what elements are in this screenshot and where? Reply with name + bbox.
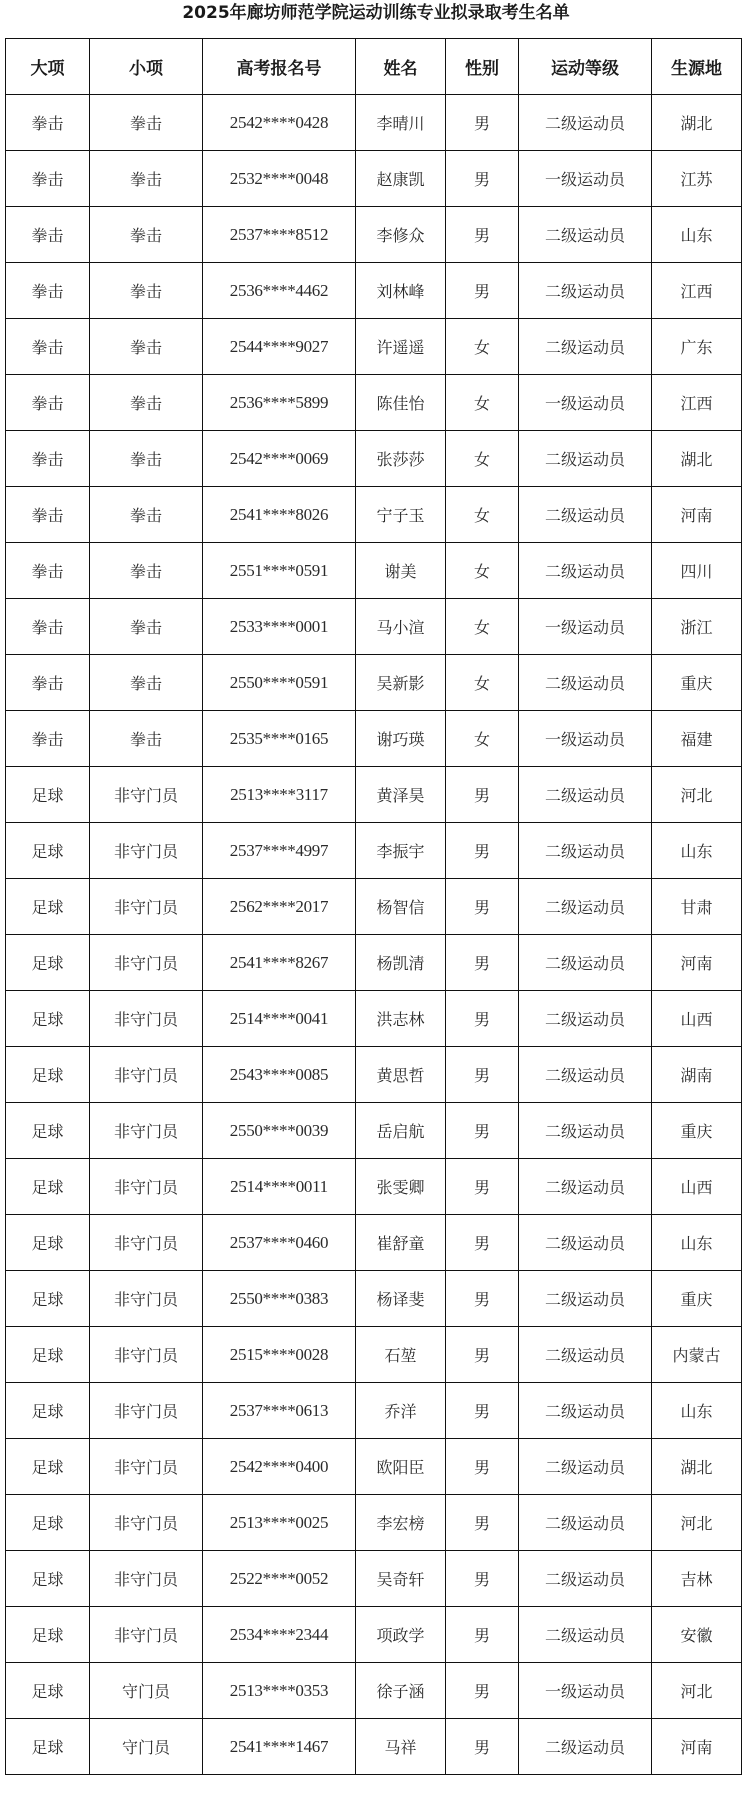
cell-name: 赵康凯 — [356, 151, 446, 207]
cell-category: 拳击 — [6, 151, 90, 207]
table-row — [6, 1439, 742, 1495]
cell-exam-number: 2513****3117 — [203, 767, 356, 823]
cell-name: 洪志林 — [356, 991, 446, 1047]
cell-gender: 男 — [446, 1607, 519, 1663]
cell-name: 谢巧瑛 — [356, 711, 446, 767]
cell-category: 足球 — [6, 1719, 90, 1775]
cell-origin: 山东 — [652, 823, 742, 879]
table-row — [6, 543, 742, 599]
table-row — [6, 1215, 742, 1271]
cell-athlete-level: 二级运动员 — [519, 991, 652, 1047]
cell-origin: 江苏 — [652, 151, 742, 207]
table-row — [6, 431, 742, 487]
cell-origin: 吉林 — [652, 1551, 742, 1607]
cell-name: 崔舒童 — [356, 1215, 446, 1271]
cell-origin: 重庆 — [652, 1271, 742, 1327]
cell-origin: 湖北 — [652, 95, 742, 151]
cell-origin: 安徽 — [652, 1607, 742, 1663]
cell-name: 杨智信 — [356, 879, 446, 935]
table-row — [6, 1327, 742, 1383]
cell-category: 足球 — [6, 1495, 90, 1551]
cell-exam-number: 2532****0048 — [203, 151, 356, 207]
cell-sub-category: 非守门员 — [90, 1327, 203, 1383]
cell-exam-number: 2513****0353 — [203, 1663, 356, 1719]
column-header-sub-category: 小项 — [90, 39, 203, 95]
cell-category: 足球 — [6, 1607, 90, 1663]
cell-category: 足球 — [6, 1551, 90, 1607]
cell-name: 项政学 — [356, 1607, 446, 1663]
cell-sub-category: 拳击 — [90, 543, 203, 599]
cell-exam-number: 2550****0591 — [203, 655, 356, 711]
cell-athlete-level: 二级运动员 — [519, 1551, 652, 1607]
cell-category: 拳击 — [6, 599, 90, 655]
cell-sub-category: 非守门员 — [90, 1047, 203, 1103]
cell-category: 拳击 — [6, 543, 90, 599]
table-row — [6, 1103, 742, 1159]
cell-gender: 男 — [446, 1383, 519, 1439]
cell-category: 拳击 — [6, 487, 90, 543]
cell-sub-category: 非守门员 — [90, 823, 203, 879]
cell-gender: 男 — [446, 1215, 519, 1271]
cell-category: 足球 — [6, 823, 90, 879]
cell-athlete-level: 一级运动员 — [519, 151, 652, 207]
cell-origin: 河南 — [652, 935, 742, 991]
cell-sub-category: 非守门员 — [90, 935, 203, 991]
cell-exam-number: 2537****4997 — [203, 823, 356, 879]
cell-origin: 河南 — [652, 487, 742, 543]
cell-athlete-level: 二级运动员 — [519, 1719, 652, 1775]
cell-gender: 女 — [446, 487, 519, 543]
cell-gender: 男 — [446, 1047, 519, 1103]
cell-athlete-level: 二级运动员 — [519, 1439, 652, 1495]
cell-gender: 男 — [446, 263, 519, 319]
cell-exam-number: 2541****8026 — [203, 487, 356, 543]
cell-sub-category: 拳击 — [90, 319, 203, 375]
cell-category: 足球 — [6, 991, 90, 1047]
cell-athlete-level: 二级运动员 — [519, 767, 652, 823]
cell-name: 张雯卿 — [356, 1159, 446, 1215]
column-header-exam-number: 高考报名号 — [203, 39, 356, 95]
cell-exam-number: 2562****2017 — [203, 879, 356, 935]
cell-name: 李晴川 — [356, 95, 446, 151]
cell-origin: 湖南 — [652, 1047, 742, 1103]
cell-name: 马祥 — [356, 1719, 446, 1775]
cell-exam-number: 2551****0591 — [203, 543, 356, 599]
cell-sub-category: 拳击 — [90, 263, 203, 319]
cell-category: 足球 — [6, 1663, 90, 1719]
cell-gender: 男 — [446, 95, 519, 151]
cell-gender: 男 — [446, 991, 519, 1047]
cell-name: 许遥遥 — [356, 319, 446, 375]
cell-athlete-level: 二级运动员 — [519, 1495, 652, 1551]
admission-table — [5, 38, 742, 1775]
cell-gender: 男 — [446, 207, 519, 263]
cell-exam-number: 2522****0052 — [203, 1551, 356, 1607]
cell-athlete-level: 二级运动员 — [519, 1607, 652, 1663]
cell-category: 足球 — [6, 1159, 90, 1215]
cell-origin: 河南 — [652, 1719, 742, 1775]
cell-origin: 山东 — [652, 1215, 742, 1271]
cell-sub-category: 非守门员 — [90, 991, 203, 1047]
cell-exam-number: 2544****9027 — [203, 319, 356, 375]
table-row — [6, 1607, 742, 1663]
cell-origin: 江西 — [652, 263, 742, 319]
column-header-origin: 生源地 — [652, 39, 742, 95]
cell-name: 乔洋 — [356, 1383, 446, 1439]
cell-athlete-level: 二级运动员 — [519, 207, 652, 263]
cell-exam-number: 2543****0085 — [203, 1047, 356, 1103]
cell-sub-category: 拳击 — [90, 711, 203, 767]
cell-gender: 女 — [446, 319, 519, 375]
cell-exam-number: 2542****0400 — [203, 1439, 356, 1495]
cell-gender: 男 — [446, 1159, 519, 1215]
cell-athlete-level: 二级运动员 — [519, 879, 652, 935]
cell-sub-category: 非守门员 — [90, 1103, 203, 1159]
cell-origin: 广东 — [652, 319, 742, 375]
cell-athlete-level: 一级运动员 — [519, 1663, 652, 1719]
table-row — [6, 1495, 742, 1551]
cell-gender: 男 — [446, 1271, 519, 1327]
cell-sub-category: 非守门员 — [90, 1383, 203, 1439]
cell-category: 足球 — [6, 1215, 90, 1271]
cell-origin: 河北 — [652, 1663, 742, 1719]
cell-exam-number: 2535****0165 — [203, 711, 356, 767]
column-header-gender: 性别 — [446, 39, 519, 95]
cell-category: 足球 — [6, 767, 90, 823]
cell-origin: 四川 — [652, 543, 742, 599]
cell-sub-category: 非守门员 — [90, 1607, 203, 1663]
cell-exam-number: 2513****0025 — [203, 1495, 356, 1551]
cell-name: 陈佳怡 — [356, 375, 446, 431]
cell-origin: 重庆 — [652, 1103, 742, 1159]
cell-gender: 女 — [446, 599, 519, 655]
cell-exam-number: 2542****0428 — [203, 95, 356, 151]
cell-exam-number: 2536****5899 — [203, 375, 356, 431]
cell-origin: 浙江 — [652, 599, 742, 655]
cell-gender: 男 — [446, 1103, 519, 1159]
cell-gender: 男 — [446, 1439, 519, 1495]
cell-category: 拳击 — [6, 263, 90, 319]
table-row — [6, 1047, 742, 1103]
cell-category: 足球 — [6, 1103, 90, 1159]
cell-gender: 男 — [446, 1495, 519, 1551]
cell-exam-number: 2537****8512 — [203, 207, 356, 263]
column-header-category: 大项 — [6, 39, 90, 95]
cell-athlete-level: 二级运动员 — [519, 1047, 652, 1103]
cell-category: 足球 — [6, 1047, 90, 1103]
cell-gender: 男 — [446, 823, 519, 879]
cell-athlete-level: 二级运动员 — [519, 1383, 652, 1439]
cell-sub-category: 非守门员 — [90, 1551, 203, 1607]
table-row — [6, 207, 742, 263]
cell-origin: 湖北 — [652, 431, 742, 487]
cell-exam-number: 2515****0028 — [203, 1327, 356, 1383]
cell-name: 刘林峰 — [356, 263, 446, 319]
cell-athlete-level: 二级运动员 — [519, 1327, 652, 1383]
cell-name: 宁子玉 — [356, 487, 446, 543]
cell-athlete-level: 一级运动员 — [519, 375, 652, 431]
cell-name: 黄思哲 — [356, 1047, 446, 1103]
cell-name: 李修众 — [356, 207, 446, 263]
cell-athlete-level: 二级运动员 — [519, 1271, 652, 1327]
cell-category: 拳击 — [6, 207, 90, 263]
cell-gender: 女 — [446, 431, 519, 487]
cell-exam-number: 2537****0613 — [203, 1383, 356, 1439]
cell-athlete-level: 一级运动员 — [519, 599, 652, 655]
table-row — [6, 599, 742, 655]
cell-origin: 甘肃 — [652, 879, 742, 935]
cell-sub-category: 拳击 — [90, 95, 203, 151]
cell-name: 张莎莎 — [356, 431, 446, 487]
cell-name: 石堃 — [356, 1327, 446, 1383]
cell-gender: 男 — [446, 1663, 519, 1719]
cell-exam-number: 2533****0001 — [203, 599, 356, 655]
cell-name: 徐子涵 — [356, 1663, 446, 1719]
cell-name: 岳启航 — [356, 1103, 446, 1159]
cell-athlete-level: 二级运动员 — [519, 823, 652, 879]
cell-category: 足球 — [6, 1271, 90, 1327]
table-header-row — [6, 39, 742, 95]
cell-category: 拳击 — [6, 375, 90, 431]
cell-sub-category: 拳击 — [90, 431, 203, 487]
column-header-athlete-level: 运动等级 — [519, 39, 652, 95]
column-header-name: 姓名 — [356, 39, 446, 95]
cell-origin: 湖北 — [652, 1439, 742, 1495]
table-row — [6, 1719, 742, 1775]
cell-gender: 男 — [446, 879, 519, 935]
table-row — [6, 935, 742, 991]
table-row — [6, 767, 742, 823]
table-row — [6, 319, 742, 375]
document-title: 2025年廊坊师范学院运动训练专业拟录取考生名单 — [182, 3, 570, 23]
cell-gender: 男 — [446, 151, 519, 207]
cell-name: 欧阳臣 — [356, 1439, 446, 1495]
cell-athlete-level: 二级运动员 — [519, 655, 652, 711]
cell-sub-category: 拳击 — [90, 375, 203, 431]
cell-gender: 女 — [446, 375, 519, 431]
cell-sub-category: 守门员 — [90, 1719, 203, 1775]
table-row — [6, 1159, 742, 1215]
cell-sub-category: 非守门员 — [90, 1159, 203, 1215]
cell-exam-number: 2541****1467 — [203, 1719, 356, 1775]
cell-exam-number: 2514****0011 — [203, 1159, 356, 1215]
table-row — [6, 487, 742, 543]
cell-name: 吴新影 — [356, 655, 446, 711]
table-row — [6, 263, 742, 319]
cell-gender: 女 — [446, 655, 519, 711]
cell-name: 马小渲 — [356, 599, 446, 655]
cell-athlete-level: 二级运动员 — [519, 543, 652, 599]
cell-athlete-level: 二级运动员 — [519, 487, 652, 543]
table-body — [6, 95, 742, 1775]
cell-gender: 女 — [446, 711, 519, 767]
cell-name: 杨凯清 — [356, 935, 446, 991]
cell-athlete-level: 二级运动员 — [519, 263, 652, 319]
cell-category: 拳击 — [6, 711, 90, 767]
cell-name: 李宏榜 — [356, 1495, 446, 1551]
cell-origin: 江西 — [652, 375, 742, 431]
table-row — [6, 1383, 742, 1439]
cell-name: 黄泽昊 — [356, 767, 446, 823]
cell-category: 足球 — [6, 1383, 90, 1439]
cell-category: 足球 — [6, 1327, 90, 1383]
cell-sub-category: 非守门员 — [90, 1271, 203, 1327]
cell-sub-category: 拳击 — [90, 151, 203, 207]
cell-sub-category: 拳击 — [90, 487, 203, 543]
cell-origin: 山西 — [652, 1159, 742, 1215]
cell-exam-number: 2541****8267 — [203, 935, 356, 991]
cell-name: 李振宇 — [356, 823, 446, 879]
table-row — [6, 711, 742, 767]
cell-athlete-level: 一级运动员 — [519, 711, 652, 767]
cell-origin: 福建 — [652, 711, 742, 767]
cell-athlete-level: 二级运动员 — [519, 431, 652, 487]
cell-gender: 男 — [446, 1327, 519, 1383]
cell-gender: 男 — [446, 1719, 519, 1775]
cell-origin: 山东 — [652, 1383, 742, 1439]
cell-exam-number: 2534****2344 — [203, 1607, 356, 1663]
cell-sub-category: 拳击 — [90, 599, 203, 655]
cell-sub-category: 非守门员 — [90, 1439, 203, 1495]
cell-category: 足球 — [6, 1439, 90, 1495]
cell-sub-category: 非守门员 — [90, 879, 203, 935]
cell-category: 拳击 — [6, 655, 90, 711]
cell-exam-number: 2542****0069 — [203, 431, 356, 487]
cell-exam-number: 2536****4462 — [203, 263, 356, 319]
cell-athlete-level: 二级运动员 — [519, 1103, 652, 1159]
cell-athlete-level: 二级运动员 — [519, 935, 652, 991]
cell-athlete-level: 二级运动员 — [519, 319, 652, 375]
cell-name: 谢美 — [356, 543, 446, 599]
cell-gender: 女 — [446, 543, 519, 599]
cell-category: 拳击 — [6, 319, 90, 375]
cell-category: 拳击 — [6, 95, 90, 151]
cell-sub-category: 非守门员 — [90, 1495, 203, 1551]
cell-athlete-level: 二级运动员 — [519, 1159, 652, 1215]
cell-sub-category: 非守门员 — [90, 1215, 203, 1271]
table-row — [6, 1271, 742, 1327]
cell-exam-number: 2514****0041 — [203, 991, 356, 1047]
cell-sub-category: 拳击 — [90, 207, 203, 263]
cell-category: 足球 — [6, 879, 90, 935]
cell-exam-number: 2550****0383 — [203, 1271, 356, 1327]
table-row — [6, 151, 742, 207]
cell-origin: 重庆 — [652, 655, 742, 711]
table-row — [6, 823, 742, 879]
table-row — [6, 1551, 742, 1607]
cell-name: 吴奇轩 — [356, 1551, 446, 1607]
table-row — [6, 991, 742, 1047]
cell-athlete-level: 二级运动员 — [519, 1215, 652, 1271]
cell-category: 拳击 — [6, 431, 90, 487]
cell-gender: 男 — [446, 1551, 519, 1607]
cell-origin: 山西 — [652, 991, 742, 1047]
cell-athlete-level: 二级运动员 — [519, 95, 652, 151]
cell-sub-category: 拳击 — [90, 655, 203, 711]
cell-exam-number: 2537****0460 — [203, 1215, 356, 1271]
cell-origin: 河北 — [652, 1495, 742, 1551]
cell-category: 足球 — [6, 935, 90, 991]
table-row — [6, 879, 742, 935]
table-row — [6, 655, 742, 711]
cell-gender: 男 — [446, 935, 519, 991]
cell-origin: 山东 — [652, 207, 742, 263]
cell-name: 杨译斐 — [356, 1271, 446, 1327]
table-row — [6, 95, 742, 151]
cell-exam-number: 2550****0039 — [203, 1103, 356, 1159]
cell-origin: 河北 — [652, 767, 742, 823]
cell-sub-category: 非守门员 — [90, 767, 203, 823]
cell-gender: 男 — [446, 767, 519, 823]
cell-sub-category: 守门员 — [90, 1663, 203, 1719]
table-row — [6, 1663, 742, 1719]
cell-origin: 内蒙古 — [652, 1327, 742, 1383]
table-row — [6, 375, 742, 431]
